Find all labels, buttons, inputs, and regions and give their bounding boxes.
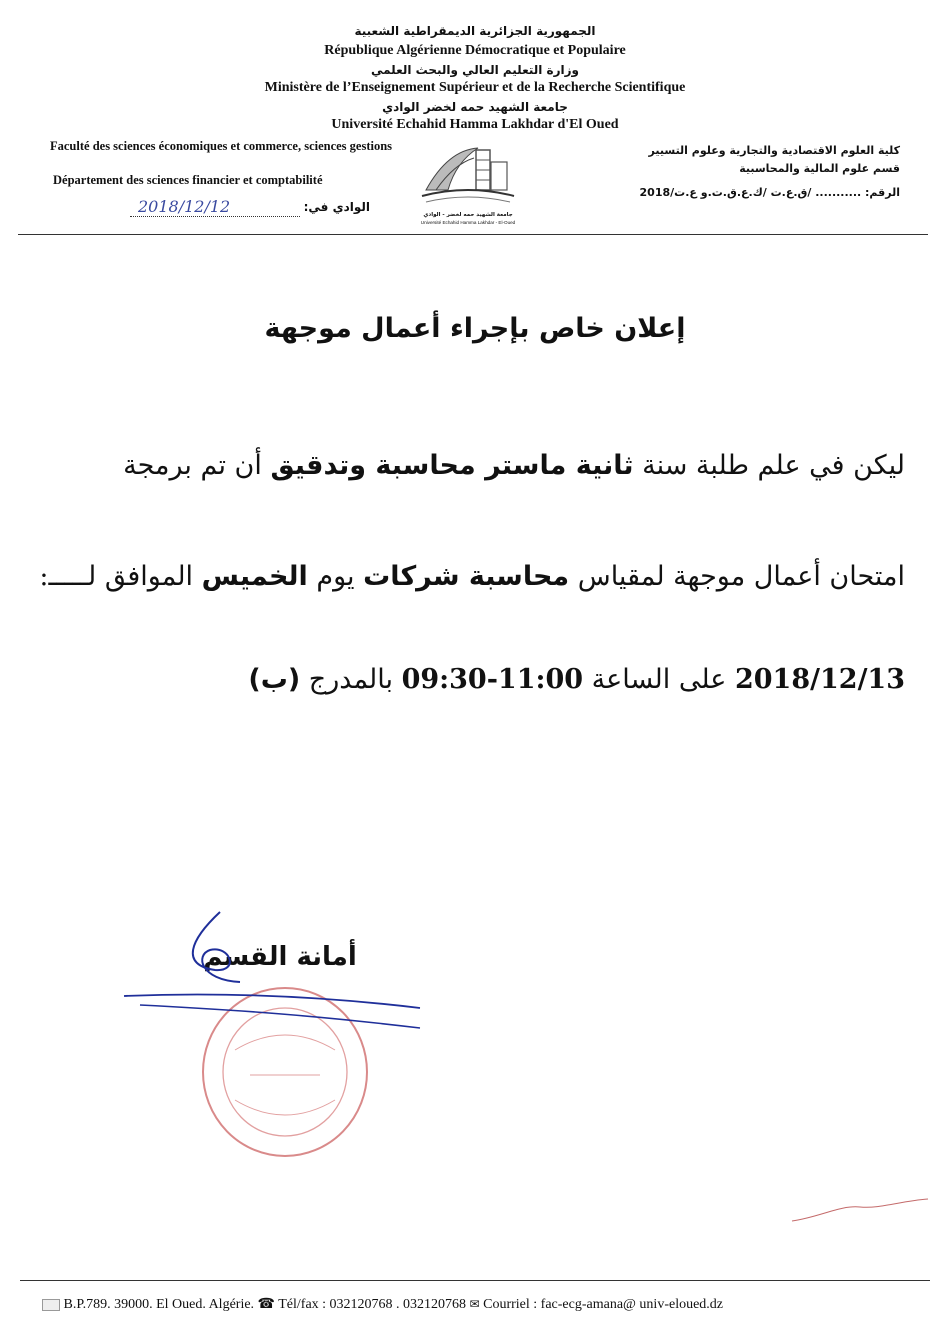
header-fr-ministry: Ministère de l’Enseignement Supérieur et de la Recherche Scientifique <box>264 80 686 95</box>
subject-name: محاسبة شركات <box>363 561 570 592</box>
body-text: الموافق لـــــ: <box>39 561 202 592</box>
date-label: الوادي في: <box>303 200 370 214</box>
mail-icon: ✉ <box>469 1297 480 1311</box>
logo-caption-fr: Université Echahid Hamma Lakhdar - El-Oued <box>420 220 516 225</box>
handwritten-signature-icon <box>120 910 440 1060</box>
body-text: أن تم برمجة <box>123 450 271 481</box>
body-line-2 <box>25 561 905 592</box>
body-text: يوم <box>307 561 364 592</box>
date-value: 2018/12/12 <box>138 197 231 216</box>
header-fr-university: Université Echahid Hamma Lakhdar d'El Oued <box>331 117 619 132</box>
body-text: امتحان أعمال موجهة لمقياس <box>569 561 905 592</box>
department-fr: Département des sciences financier et comptabilité <box>53 173 323 187</box>
exam-date: 2018/12/13 <box>734 664 905 695</box>
header-divider <box>18 234 928 235</box>
footer-email: Courriel : fac-ecg-amana@ univ-eloued.dz <box>483 1297 724 1312</box>
pen-mark-icon <box>790 1195 930 1225</box>
body-text: ليكن في علم طلبة سنة <box>633 450 905 481</box>
faculty-ar: كلية العلوم الاقتصادية والتجارية وعلوم التسيير <box>648 144 900 157</box>
footer-divider <box>20 1280 930 1281</box>
body-text: على الساعة <box>583 664 735 695</box>
date-row <box>130 196 370 220</box>
announcement-title: إعلان خاص بإجراء أعمال موجهة <box>264 313 686 344</box>
body-line-3 <box>25 664 905 695</box>
exam-time: 09:30-11:00 <box>401 664 584 695</box>
program-name: ثانية ماستر محاسبة وتدقيق <box>270 450 634 481</box>
footer-address: B.P.789. 39000. El Oued. Algérie. <box>63 1297 255 1312</box>
exam-hall: (ب) <box>248 664 301 695</box>
body-text: بالمدرج <box>300 664 402 695</box>
envelope-icon <box>42 1299 60 1311</box>
university-logo <box>418 140 518 228</box>
university-logo-icon <box>418 140 518 212</box>
header-ar-republic: الجمهورية الجزائرية الديمقراطية الشعبية <box>354 24 596 38</box>
header-ar-ministry: وزارة التعليم العالي والبحث العلمي <box>370 63 580 77</box>
header-fr-republic: République Algérienne Démocratique et Populaire <box>324 43 626 58</box>
department-ar: قسم علوم المالية والمحاسبية <box>739 162 900 175</box>
faculty-fr: Faculté des sciences économiques et commerce, sciences gestions <box>50 139 393 153</box>
exam-day: الخميس <box>201 561 308 592</box>
body-line-1 <box>25 450 905 481</box>
header-ar-university: جامعة الشهيد حمه لخضر الوادي <box>382 100 568 114</box>
signature-label: أمانة القسم <box>203 942 357 972</box>
footer <box>42 1296 723 1313</box>
phone-icon: ☎ <box>257 1297 275 1312</box>
logo-caption-ar: جامعة الشهيد حمه لخضر - الوادي <box>423 212 513 218</box>
footer-telfax: Tél/fax : 032120768 . 032120768 <box>278 1297 467 1312</box>
reference-number: الرقم: ........... /ق.ع.ت /ك.ع.ق.ت.و ع.ت/2018 <box>639 186 900 199</box>
